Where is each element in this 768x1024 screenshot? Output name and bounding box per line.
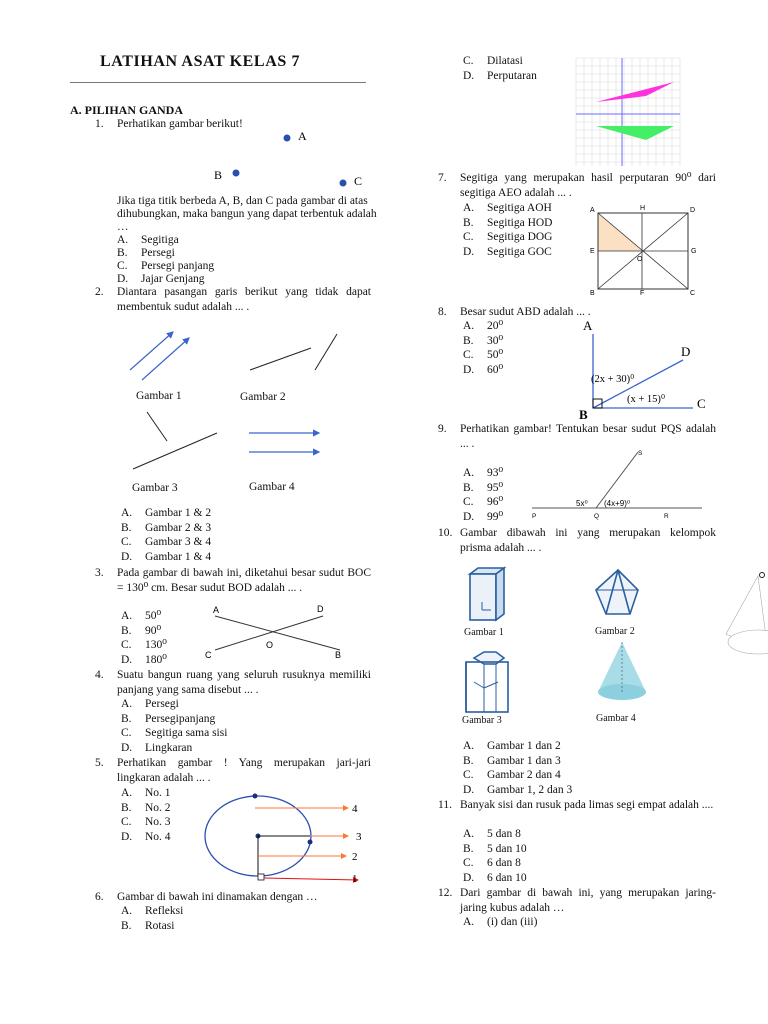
question-1-body: Jika tiga titik berbeda A, B, dan C pada gambar di atas dihubungkan, maka bangun yang dapat terbentuk adalah … xyxy=(117,195,377,233)
q11-option-a[interactable]: A. 5 dan 8 xyxy=(463,828,521,840)
point-a-label: A xyxy=(298,129,307,143)
q3-angle-figure xyxy=(205,604,355,664)
partial-cone xyxy=(726,573,768,655)
g1-line-b xyxy=(142,338,189,380)
q1-option-a[interactable]: A. Segitiga xyxy=(117,234,179,246)
q9-option-c[interactable]: C. 96⁰ xyxy=(463,496,504,508)
section-heading: A. PILIHAN GANDA xyxy=(70,103,184,117)
question-4: 4. Suatu bangun ruang yang seluruh rusuknya memiliki panjang yang sama disebut ... . xyxy=(95,669,371,696)
question-8: 8. Besar sudut ABD adalah ... . xyxy=(438,306,591,318)
q5-option-c[interactable]: C. No. 3 xyxy=(121,816,171,828)
q7-option-d[interactable]: D. Segitiga GOC xyxy=(463,245,552,258)
q4-options xyxy=(121,697,227,755)
q1-option-b[interactable]: B. Persegi xyxy=(117,247,175,259)
angle-label-1: (2x + 30)⁰ xyxy=(591,374,635,385)
q7-square-figure xyxy=(590,205,700,295)
question-1: 1. Perhatikan gambar berikut! xyxy=(95,118,243,130)
label-r: R xyxy=(664,513,669,520)
q4-option-c[interactable]: C. Segitiga sama sisi xyxy=(121,727,228,739)
label-a: A xyxy=(213,605,220,615)
label-b: B xyxy=(579,407,588,422)
label-a: A xyxy=(583,318,593,333)
question-11: 11. Banyak sisi dan rusuk pada limas segi empat adalah .... xyxy=(438,799,714,811)
q4-option-a[interactable]: A. Persegi xyxy=(121,698,179,710)
q8-options xyxy=(463,319,503,377)
q8-option-d[interactable]: D. 60⁰ xyxy=(463,363,504,376)
q2-option-d[interactable]: D. Gambar 1 & 4 xyxy=(121,550,212,563)
q6-option-b[interactable]: B. Rotasi xyxy=(121,919,175,932)
question-3: 3. Pada gambar di bawah ini, diketahui besar sudut BOC = 130⁰ cm. Besar sudut BOD adalah ... . xyxy=(95,567,371,594)
q11-option-b[interactable]: B. 5 dan 10 xyxy=(463,842,527,855)
q10-caption-3: Gambar 3 xyxy=(462,715,502,726)
label-c: C xyxy=(690,290,696,297)
q1-option-d[interactable]: D. Jajar Genjang xyxy=(117,273,205,285)
point-b-label: B xyxy=(214,168,223,182)
q8-option-b[interactable]: B. 30⁰ xyxy=(463,334,504,347)
q10-caption-4: Gambar 4 xyxy=(596,713,636,724)
q2-option-c[interactable]: C. Gambar 3 & 4 xyxy=(121,536,212,548)
q7-option-b[interactable]: B. Segitiga HOD xyxy=(463,216,553,229)
q2-caption-2: Gambar 2 xyxy=(240,391,286,403)
q6-transformation-grid xyxy=(576,58,680,166)
q6-options-right xyxy=(463,54,537,83)
q2-caption-1: Gambar 1 xyxy=(136,390,182,402)
solid-cone-4 xyxy=(598,642,646,700)
label-o: O xyxy=(637,256,643,263)
num-3: 3 xyxy=(356,831,362,843)
q10-solids-figure xyxy=(458,562,768,737)
point-c xyxy=(340,180,347,187)
page-title: LATIHAN ASAT KELAS 7 xyxy=(100,53,301,70)
label-p: P xyxy=(532,513,537,520)
question-7: 7. Segitiga yang merupakan hasil perputaran 90⁰ dari segitiga AEO adalah ... . xyxy=(438,172,716,199)
label-f: F xyxy=(640,290,645,297)
point-b xyxy=(233,170,240,177)
q6-option-c[interactable]: C. Dilatasi xyxy=(463,55,523,67)
q11-option-d[interactable]: D. 6 dan 10 xyxy=(463,871,527,884)
q3-option-d[interactable]: D. 180⁰ xyxy=(121,653,167,666)
q10-option-d[interactable]: D. Gambar 1, 2 dan 3 xyxy=(463,783,573,796)
q8-angle-figure xyxy=(575,318,715,422)
q6-option-d[interactable]: D. Perputaran xyxy=(463,69,537,82)
label-a: A xyxy=(590,207,595,214)
q7-option-a[interactable]: A. Segitiga AOH xyxy=(463,202,552,214)
point-a xyxy=(284,135,291,142)
angle-label-1: 5x⁰ xyxy=(576,499,588,508)
q9-options xyxy=(463,466,503,524)
q10-options xyxy=(463,739,572,797)
g3-line-b xyxy=(133,433,217,469)
q4-option-d[interactable]: D. Lingkaran xyxy=(121,741,193,754)
label-g: G xyxy=(691,248,697,255)
q2-caption-3: Gambar 3 xyxy=(132,482,178,494)
point-c-label: C xyxy=(354,174,363,188)
q10-option-c[interactable]: C. Gambar 2 dan 4 xyxy=(463,769,561,781)
q11-options xyxy=(463,827,527,885)
q5-option-b[interactable]: B. No. 2 xyxy=(121,801,171,814)
q4-option-b[interactable]: B. Persegipanjang xyxy=(121,712,216,725)
q10-option-b[interactable]: B. Gambar 1 dan 3 xyxy=(463,754,561,767)
label-c: C xyxy=(205,650,212,660)
label-o: O xyxy=(266,640,274,650)
q5-option-d[interactable]: D. No. 4 xyxy=(121,830,171,843)
question-5: 5. Perhatikan gambar ! Yang merupakan jari-jari lingkaran adalah ... . xyxy=(95,757,371,784)
q5-circle-figure xyxy=(200,790,370,890)
label-h: H xyxy=(640,205,646,212)
q1-option-c[interactable]: C. Persegi panjang xyxy=(117,260,215,272)
question-9: 9. Perhatikan gambar! Tentukan besar sudut PQS adalah ... . xyxy=(438,423,716,450)
question-6: 6. Gambar di bawah ini dinamakan dengan … xyxy=(95,891,318,903)
question-12: 12. Dari gambar di bawah ini, yang merupakan jaring-jaring kubus adalah … xyxy=(438,887,716,914)
q2-option-a[interactable]: A. Gambar 1 & 2 xyxy=(121,507,212,519)
q9-angle-figure xyxy=(530,446,710,521)
label-e: E xyxy=(590,248,595,255)
label-b: B xyxy=(590,290,595,297)
q12-option-a[interactable]: A. (i) dan (iii) xyxy=(463,916,538,928)
top-dot xyxy=(253,794,258,799)
q8-option-a[interactable]: A. 20⁰ xyxy=(463,320,504,332)
q1-options xyxy=(117,234,214,286)
label-c: C xyxy=(697,396,706,411)
label-d: D xyxy=(681,344,691,359)
g1-line-a xyxy=(130,332,173,370)
q2-options xyxy=(121,506,211,564)
label-q: Q xyxy=(594,513,600,520)
q9-option-b[interactable]: B. 95⁰ xyxy=(463,481,504,494)
q6-option-a[interactable]: A. Refleksi xyxy=(121,905,184,917)
title-divider xyxy=(70,82,366,83)
q7-options xyxy=(463,201,552,259)
q2-caption-4: Gambar 4 xyxy=(249,481,295,493)
q7-option-c[interactable]: C. Segitiga DOG xyxy=(463,231,553,243)
g2-line-b xyxy=(315,334,337,370)
q12-options xyxy=(463,915,537,930)
label-b: B xyxy=(335,650,342,660)
label-d: D xyxy=(317,604,324,614)
q3-option-c[interactable]: C. 130⁰ xyxy=(121,639,167,651)
q10-caption-2: Gambar 2 xyxy=(595,626,635,637)
q1-points-figure xyxy=(210,128,363,198)
solid-hex-prism-3 xyxy=(466,652,508,712)
q5-option-a[interactable]: A. No. 1 xyxy=(121,787,171,799)
num-2: 2 xyxy=(352,851,358,863)
q5-options xyxy=(121,786,171,844)
angle-label-2: (4x+9)⁰ xyxy=(604,499,631,508)
angle-label-2: (x + 15)⁰ xyxy=(627,394,666,405)
line-ab xyxy=(215,616,340,650)
arrow-1 xyxy=(264,878,358,880)
q9-option-a[interactable]: A. 93⁰ xyxy=(463,467,504,479)
question-10: 10. Gambar dibawah ini yang merupakan kelompok prisma adalah ... . xyxy=(438,527,716,554)
question-2: 2. Diantara pasangan garis berikut yang tidak dapat membentuk sudut adalah ... . xyxy=(95,286,371,313)
label-s: S xyxy=(638,450,643,457)
q8-option-c[interactable]: C. 50⁰ xyxy=(463,349,504,361)
num-1: 1 xyxy=(352,873,358,885)
label-d: D xyxy=(690,207,696,214)
q3-option-b[interactable]: B. 90⁰ xyxy=(121,624,162,637)
right-dot xyxy=(308,840,313,845)
q3-options xyxy=(121,609,167,667)
q10-caption-1: Gambar 1 xyxy=(464,627,504,638)
q10-option-a[interactable]: A. Gambar 1 dan 2 xyxy=(463,740,561,752)
solid-prism-1 xyxy=(470,568,504,620)
q9-option-d[interactable]: D. 99⁰ xyxy=(463,510,504,523)
q2-option-b[interactable]: B. Gambar 2 & 3 xyxy=(121,521,212,534)
q11-option-c[interactable]: C. 6 dan 8 xyxy=(463,857,521,869)
solid-pyramid-2 xyxy=(596,570,638,614)
g2-line-a xyxy=(250,348,311,370)
g3-line-a xyxy=(147,412,167,441)
num-4: 4 xyxy=(352,803,358,815)
q6-options-left xyxy=(121,904,183,933)
q3-option-a[interactable]: A. 50⁰ xyxy=(121,610,162,622)
